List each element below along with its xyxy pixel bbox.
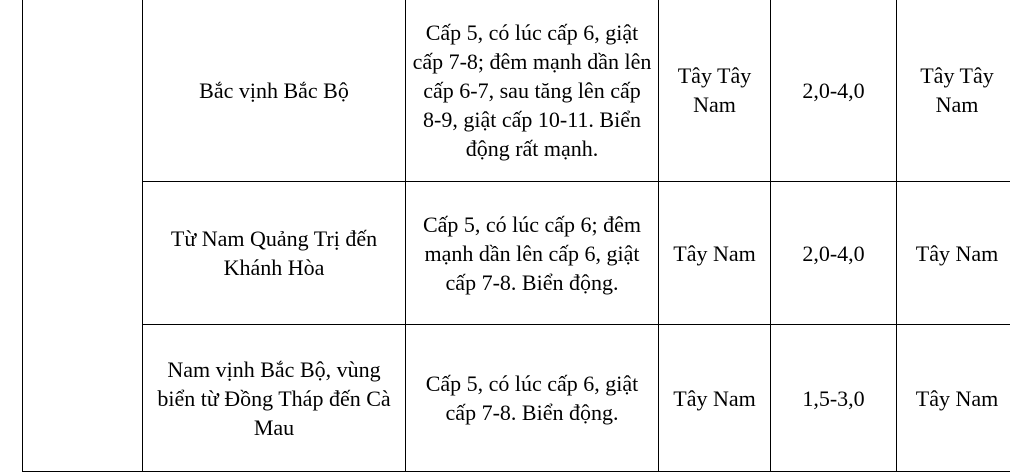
wave-height-cell: 1,5-3,0 <box>771 325 897 472</box>
table-row <box>23 325 1010 472</box>
wind-direction-cell: Tây Tây Nam <box>659 0 771 182</box>
wind-cell: Cấp 5, có lúc cấp 6; đêm mạnh dần lên cấp 6, giật cấp 7-8. Biển động. <box>406 182 659 325</box>
wave-direction-cell: Tây Nam <box>897 325 1010 472</box>
marine-forecast-table <box>22 0 1010 472</box>
wave-height-cell: 2,0-4,0 <box>771 0 897 182</box>
wave-direction-cell: Tây Tây Nam <box>897 0 1010 182</box>
area-cell: Bắc vịnh Bắc Bộ <box>143 0 406 182</box>
merged-group-cell <box>23 0 143 472</box>
wave-direction-cell: Tây Nam <box>897 182 1010 325</box>
wave-height-cell: 2,0-4,0 <box>771 182 897 325</box>
table-row <box>23 182 1010 325</box>
wind-direction-cell: Tây Nam <box>659 182 771 325</box>
wind-direction-cell: Tây Nam <box>659 325 771 472</box>
wind-cell: Cấp 5, có lúc cấp 6, giật cấp 7-8. Biển động. <box>406 325 659 472</box>
area-cell: Nam vịnh Bắc Bộ, vùng biển từ Đồng Tháp đến Cà Mau <box>143 325 406 472</box>
area-cell: Từ Nam Quảng Trị đến Khánh Hòa <box>143 182 406 325</box>
wind-cell: Cấp 5, có lúc cấp 6, giật cấp 7-8; đêm mạnh dần lên cấp 6-7, sau tăng lên cấp 8-9, giật cấp 10-11. Biển động rất mạnh. <box>406 0 659 182</box>
table-row <box>23 0 1010 182</box>
